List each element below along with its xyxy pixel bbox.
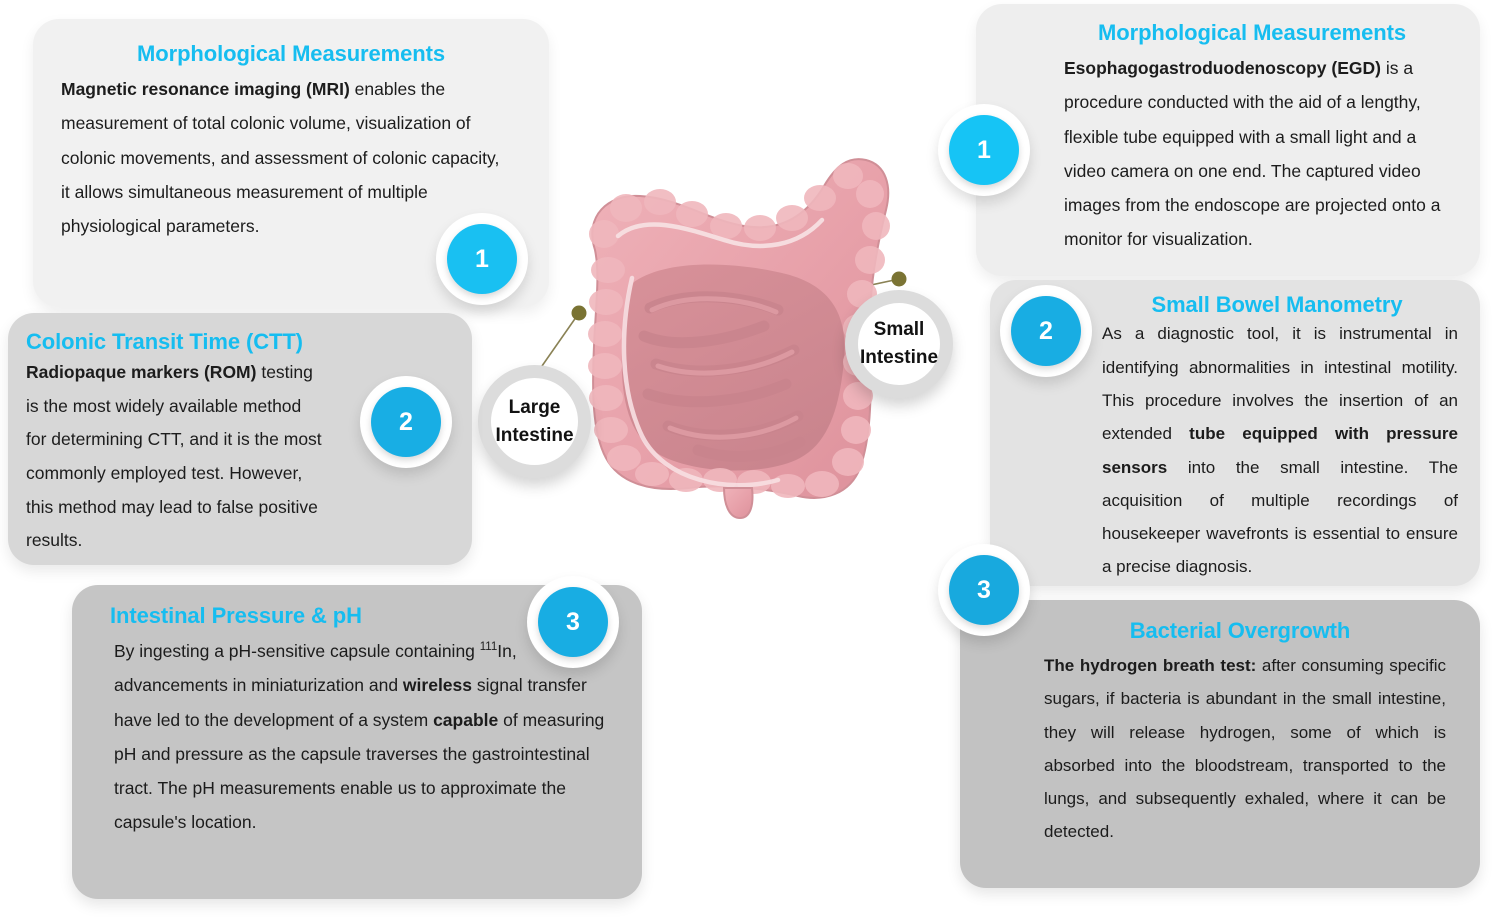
- label-small-line2: Intestine: [859, 347, 939, 368]
- card-body-part2: into the small intestine. The acquisition of multiple recordings of housekeeper wavefronts is essential to ensure a precise diagnosis.: [1102, 457, 1458, 577]
- card-title: Bacterial Overgrowth: [1129, 618, 1351, 643]
- badge-number: 2: [1011, 296, 1081, 366]
- label-large-intestine: [478, 365, 591, 478]
- card-body-lead: Radiopaque markers (ROM): [26, 362, 257, 383]
- card-body-part3: signal transfer have led to the development of a system: [114, 675, 587, 730]
- card-body-bold1: wireless: [402, 675, 472, 696]
- badge-right-1: [938, 104, 1030, 196]
- card-body-rest: after consuming specific sugars, if bacteria is abundant in the small intestine, they will release hydrogen, some of which is absorbed into the bloodstream, transported to the lungs, and subsequently exhaled, where it can be detected.: [1044, 656, 1446, 841]
- card-body-part2: In, advancements in miniaturization and: [114, 641, 517, 696]
- card-body-lead: The hydrogen breath test:: [1044, 656, 1257, 676]
- card-body: [114, 634, 616, 839]
- card-body: [61, 72, 509, 243]
- card-morphological-measurements-right: [976, 4, 1480, 276]
- card-body-bold1: tube equipped with pressure sensors: [1102, 424, 1458, 477]
- badge-number: 1: [949, 115, 1019, 185]
- card-body-rest: is a procedure conducted with the aid of a lengthy, flexible tube equipped with a small light and a video camera on one end. The captured video images from the endoscope are projected onto a monitor for visualization.: [1064, 58, 1441, 249]
- card-body: [26, 356, 322, 558]
- card-body: [1044, 649, 1446, 848]
- card-title: Morphological Measurements: [1098, 20, 1406, 45]
- card-body-rest: testing is the most widely available method for determining CTT, and it is the most commonly employed test. However, this method may lead to false positive results.: [26, 362, 322, 551]
- card-body: [1064, 51, 1454, 256]
- label-large-line2: Intestine: [495, 424, 574, 446]
- badge-right-2: [1000, 285, 1092, 377]
- badge-left-1: [436, 213, 528, 305]
- badge-left-3: [527, 576, 619, 668]
- badge-number: 3: [949, 555, 1019, 625]
- card-title: Colonic Transit Time (CTT): [26, 329, 303, 354]
- card-body-rest: enables the measurement of total colonic volume, visualization of colonic movements, and assessment of colonic capacity, it allows simultaneous measurement of multiple physiological parameters.: [61, 79, 500, 236]
- card-bacterial-overgrowth: [960, 600, 1480, 888]
- badge-number: 1: [447, 224, 517, 294]
- badge-left-2: [360, 376, 452, 468]
- card-title: Small Bowel Manometry: [1151, 292, 1403, 317]
- isotope-superscript: 111: [479, 641, 498, 654]
- label-small-line1: Small: [873, 319, 925, 341]
- badge-number: 3: [538, 587, 608, 657]
- card-body-lead: Magnetic resonance imaging (MRI): [61, 79, 350, 100]
- card-body: [1102, 317, 1458, 584]
- card-body-lead: Esophagogastroduodenoscopy (EGD): [1064, 58, 1381, 79]
- badge-number: 2: [371, 387, 441, 457]
- card-body-part1: As a diagnostic tool, it is instrumental in identifying abnormalities in intestinal motility. This procedure involves the insertion of an extended: [1102, 324, 1458, 444]
- badge-right-3: [938, 544, 1030, 636]
- label-large-line1: Large: [508, 396, 561, 418]
- label-small-intestine: [845, 290, 953, 398]
- card-title: Intestinal Pressure & pH: [110, 603, 362, 628]
- card-body-part1: By ingesting a pH-sensitive capsule containing: [114, 641, 480, 662]
- card-title: Morphological Measurements: [137, 41, 445, 66]
- card-body-bold2: capable: [433, 709, 499, 730]
- card-body-part4: of measuring pH and pressure as the capsule traverses the gastrointestinal tract. The pH measurements enable us to approximate the capsule's location.: [114, 709, 605, 832]
